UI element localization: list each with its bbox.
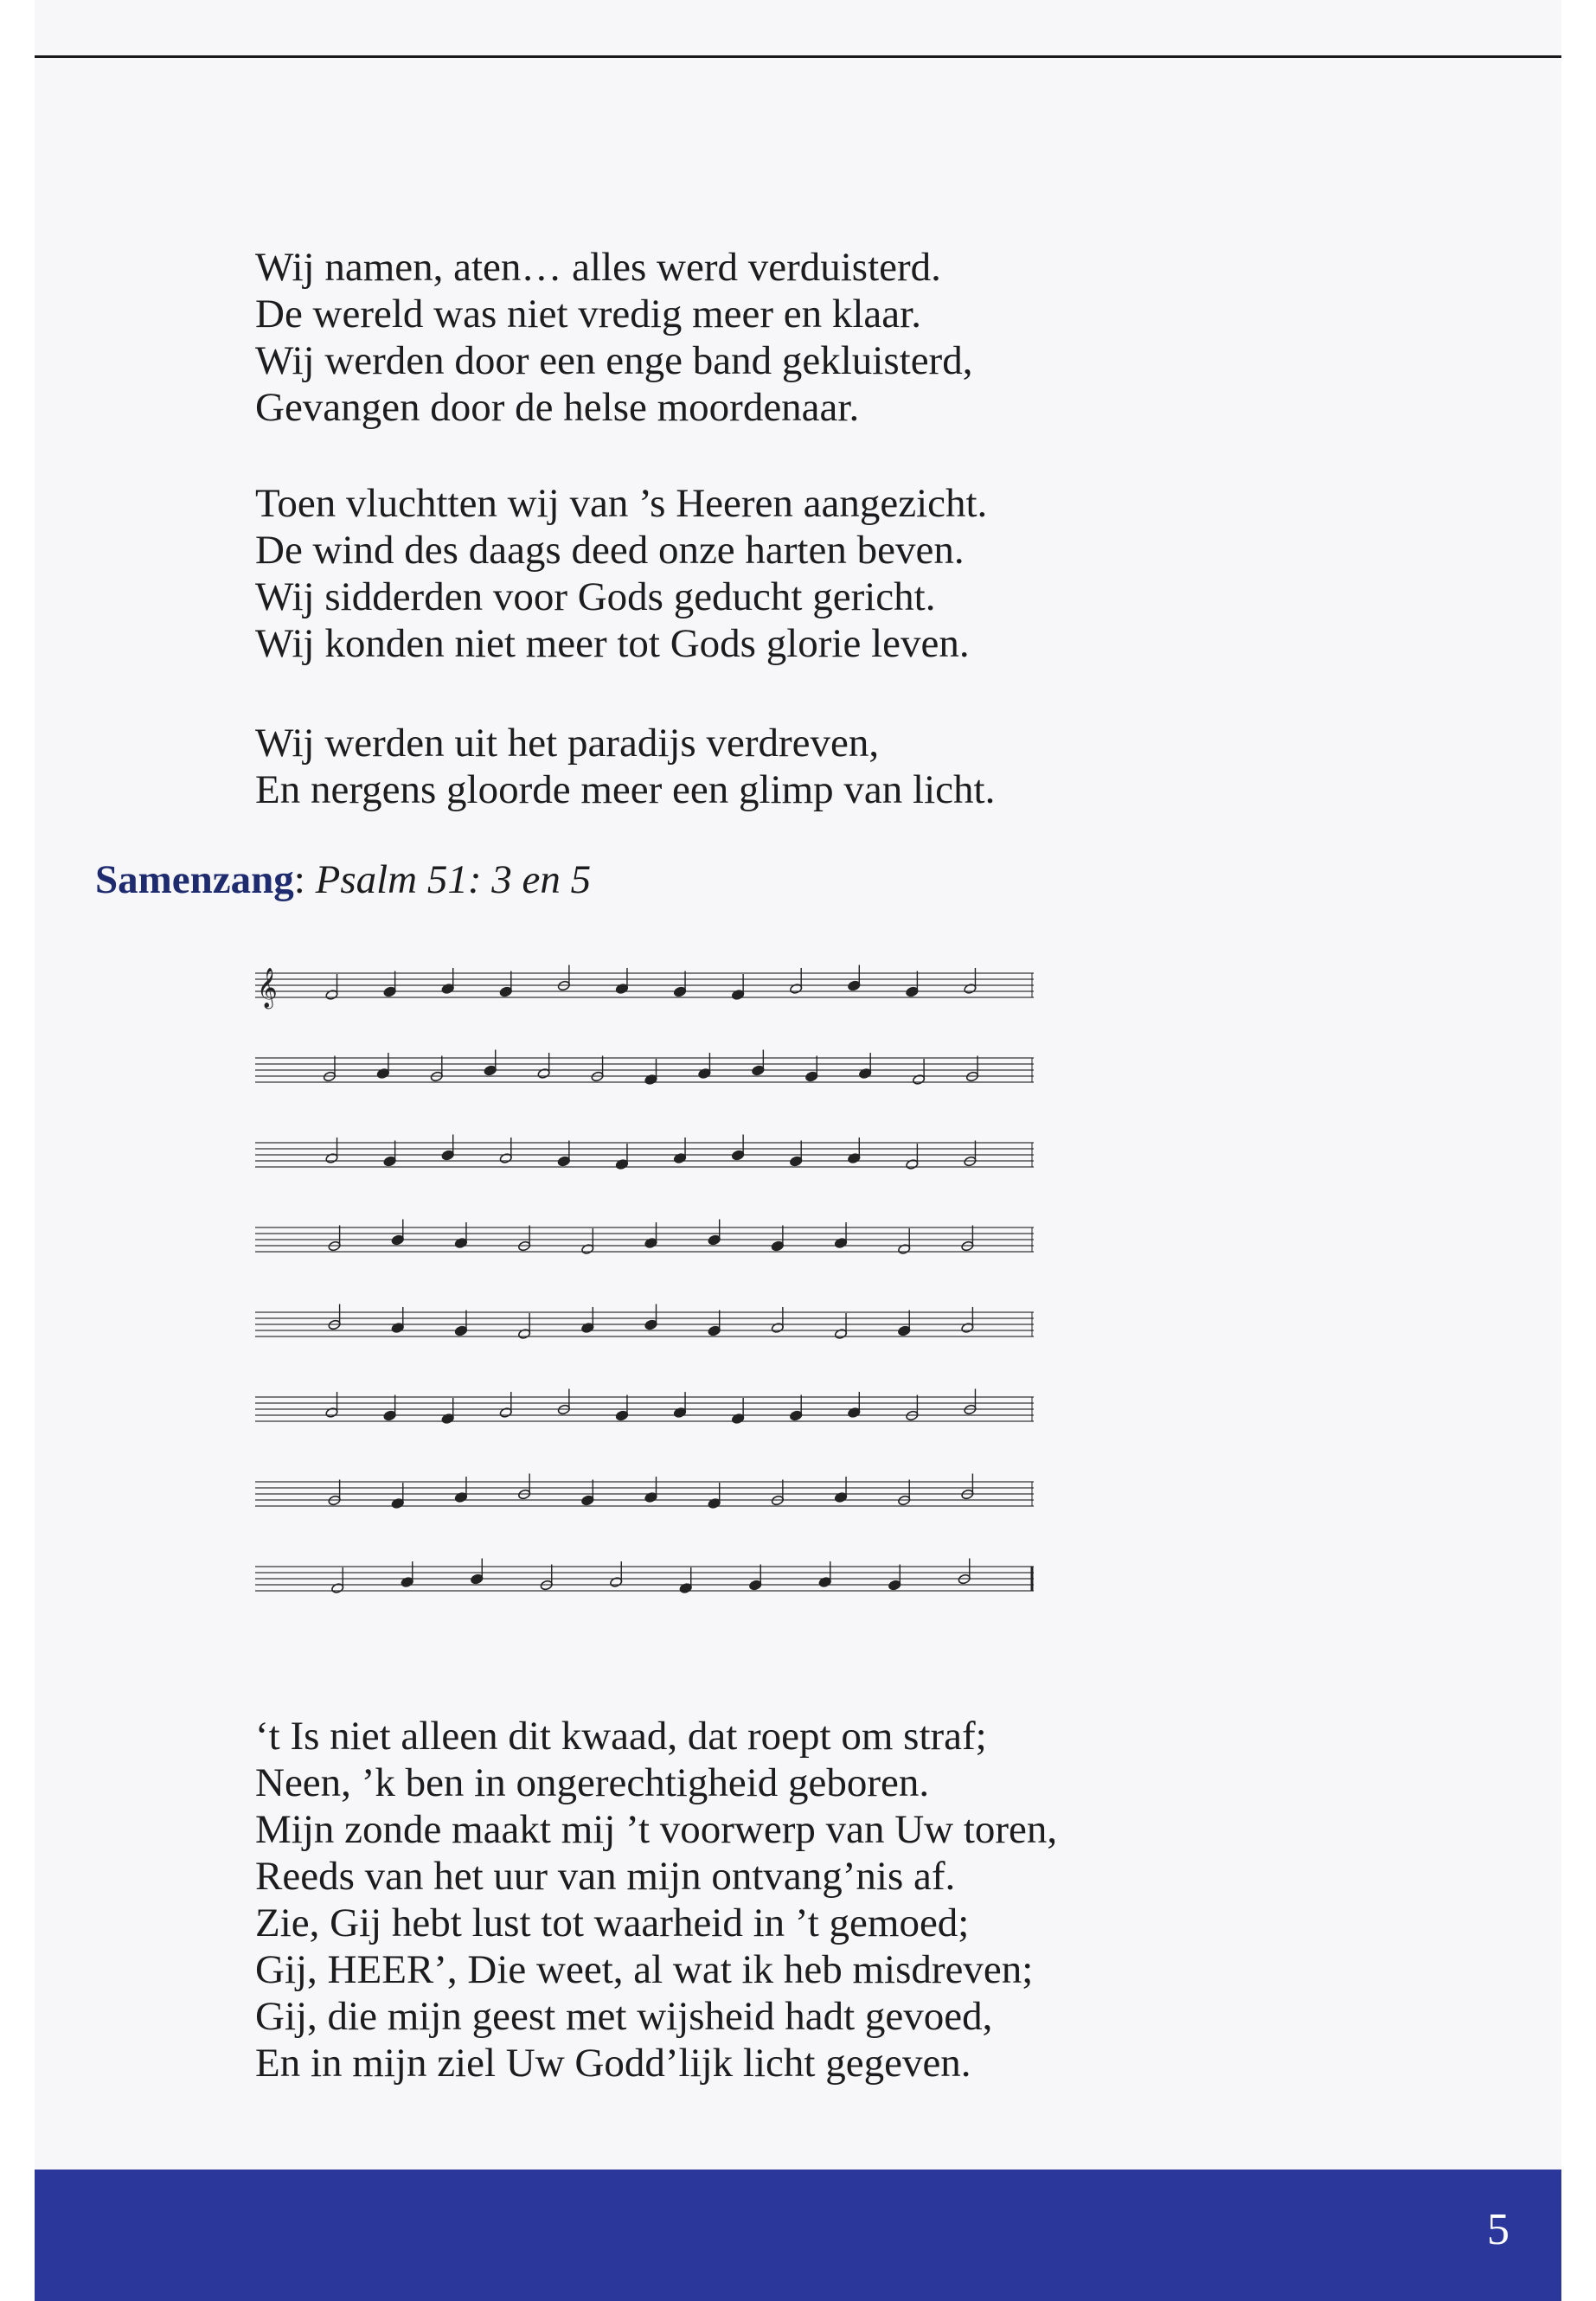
stanza-line: Wij werden door een enge band gekluisterd, [255,338,973,383]
singing-separator: : [293,857,305,902]
stanza-3 [255,720,995,813]
stanza-line: Gij, die mijn geest met wijsheid hadt gevoed, [255,1994,993,2039]
footer-band [35,2170,1561,2301]
staff-system [255,965,1034,1010]
psalm-reference: Psalm 51: 3 en 5 [315,857,592,902]
stanza-line: En nergens gloorde meer een glimp van licht. [255,767,996,812]
staff-system [255,1304,1034,1340]
stanza-line: Wij werden uit het paradijs verdreven, [255,721,880,766]
stanza-line: Reeds van het uur van mijn ontvang’nis af. [255,1854,956,1899]
stanza-line: Gevangen door de helse moordenaar. [255,385,860,430]
staff-system [255,1389,1034,1425]
top-rule [35,55,1561,58]
stanza-line: De wereld was niet vredig meer en klaar. [255,292,921,336]
staff-system [255,1220,1034,1255]
stanza-4 [255,1713,1057,2086]
stanza-line: ‘t Is niet alleen dit kwaad, dat roept om straf; [255,1714,987,1759]
stanza-2 [255,480,987,667]
stanza-1 [255,244,972,431]
staff-system [255,1050,1034,1086]
stanza-line: Toen vluchtten wij van ’s Heeren aangezicht. [255,481,988,526]
sheet-music [255,965,1051,1639]
stanza-line: En in mijn ziel Uw Godd’lijk licht gegeven. [255,2041,971,2086]
stanza-line: Mijn zonde maakt mij ’t voorwerp van Uw toren, [255,1807,1058,1852]
stanza-line: Wij konden niet meer tot Gods glorie leven. [255,621,970,666]
treble-clef: 𝄞 [257,968,278,1008]
page-number: 5 [1487,2205,1509,2254]
stanza-line: De wind des daags deed onze harten beven. [255,528,965,573]
stanza-line: Gij, HEER’, Die weet, al wat ik heb misdreven; [255,1947,1034,1992]
singing-heading [95,856,591,903]
singing-label: Samenzang [95,857,294,902]
stanza-line: Wij namen, aten… alles werd verduisterd. [255,245,941,290]
staff-system [255,1135,1034,1170]
stanza-line: Zie, Gij hebt lust tot waarheid in ’t gemoed; [255,1900,970,1945]
stanza-line: Neen, ’k ben in ongerechtigheid geboren. [255,1760,930,1805]
staff-system [255,1474,1034,1509]
stanza-line: Wij sidderden voor Gods geducht gericht. [255,574,936,619]
staff-system [255,1559,1034,1594]
